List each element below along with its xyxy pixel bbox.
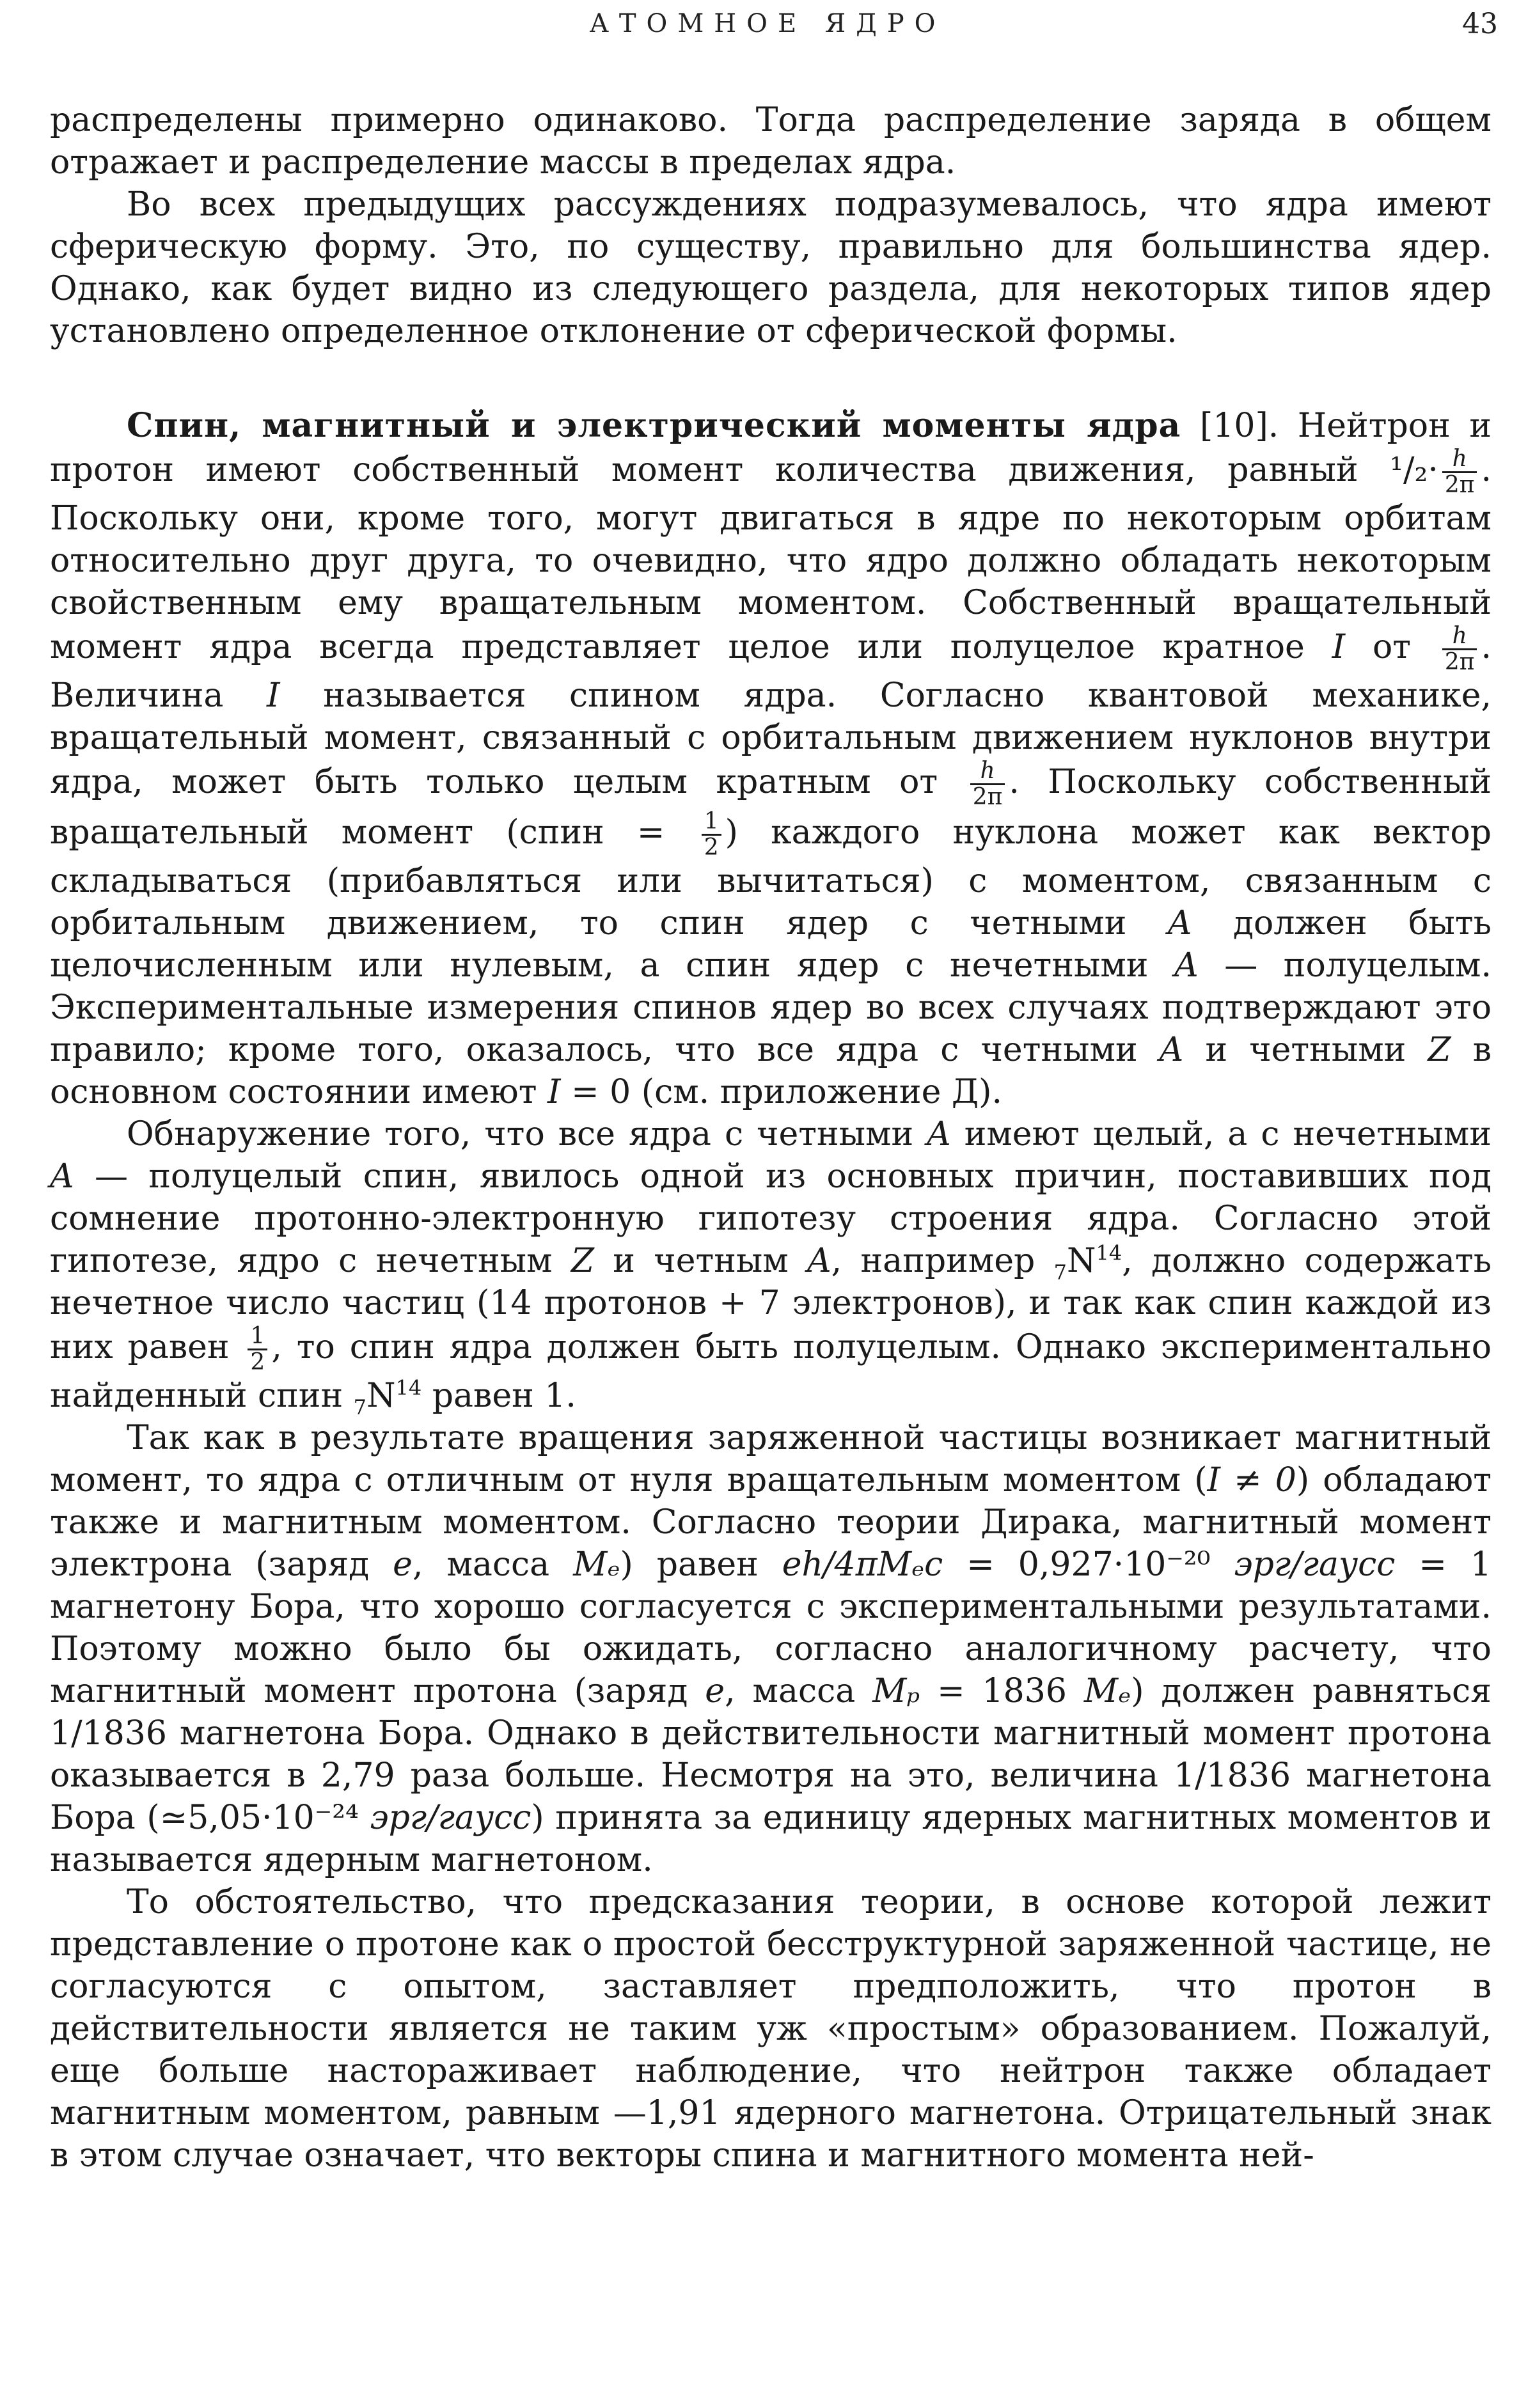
- text-run: в основном состоянии имеют: [50, 1031, 1492, 1111]
- symbol-A: A: [1159, 1031, 1184, 1069]
- fraction-denominator: 2π: [972, 784, 1003, 810]
- one-half-fraction: [702, 809, 721, 860]
- fraction-numerator: 1: [248, 1324, 267, 1350]
- text-run: . Поскольку собственный вращательный момент (спин =: [50, 763, 1492, 852]
- paragraph-proton-electron: [50, 1113, 1492, 1417]
- fraction-denominator: 2π: [1444, 472, 1475, 498]
- unit-erg-per-gauss: эрг/гаусс: [370, 1799, 531, 1837]
- nuclide-symbol: N: [366, 1377, 396, 1415]
- text-run: , масса: [725, 1672, 873, 1710]
- fraction-denominator: 2: [704, 834, 719, 861]
- symbol-A: A: [50, 1157, 74, 1196]
- text-run: , масса: [412, 1545, 574, 1584]
- symbol-Me: Mₑ: [573, 1545, 620, 1584]
- fraction-numerator: h: [1442, 447, 1477, 473]
- symbol-I: I: [547, 1073, 561, 1111]
- text-run: и четными: [1183, 1031, 1428, 1069]
- bohr-magneton-formula: eh/4πMₑc: [782, 1545, 943, 1584]
- text-run: ) равен: [620, 1545, 782, 1584]
- nuclide-symbol: N: [1066, 1242, 1096, 1280]
- text-run: . Величина: [50, 628, 1492, 715]
- half-symbol: ¹/₂·: [1390, 451, 1438, 489]
- body-text: [50, 99, 1492, 2177]
- running-head: АТОМНОЕ ЯДРО: [589, 9, 946, 38]
- nuclide-mass-number: 14: [395, 1375, 422, 1400]
- text-run: , должно содержать нечетное число частиц (14 протонов + 7 электронов), и так как спин каждой из них равен: [50, 1242, 1492, 1366]
- symbol-A: A: [927, 1115, 951, 1153]
- symbol-A: A: [1174, 946, 1199, 985]
- nuclide-atomic-number: 7: [1053, 1260, 1067, 1285]
- fraction-denominator: 2π: [1444, 649, 1475, 675]
- text-run: ) обладают также и магнитным моментом. Согласно теории Дирака, магнитный момент электрона (заряд: [50, 1461, 1492, 1584]
- symbol-Z: Z: [1428, 1031, 1451, 1069]
- h-over-2pi-fraction: [1442, 624, 1477, 675]
- symbol-e: e: [393, 1545, 413, 1584]
- nuclide-mass-number: 14: [1096, 1240, 1122, 1265]
- fraction-numerator: 1: [702, 809, 721, 836]
- text-run: = 1 магнетону Бора, что хорошо согласуется с экспериментальными результатами. Поэтому можно было бы ожидать, согласно аналогичному расчету, что магнитный момент протона (заряд: [50, 1545, 1492, 1710]
- text-run: = 0,927·10⁻²⁰: [943, 1545, 1234, 1584]
- text-run: , например: [831, 1242, 1054, 1280]
- paragraph-2: Во всех предыдущих рассуждениях подразумевалось, что ядра имеют сферическую форму. Это, по существу, правильно для большинства ядер. Однако, как будет видно из следующего раздела, для некоторых типов ядер установлено определенное отклонение от сферической формы.: [50, 185, 1492, 350]
- text-run: Нейтрон и протон имеют собственный момент количества движения, равный: [50, 407, 1492, 489]
- paragraph-last: То обстоятельство, что предсказания теории, в основе которой лежит представление о протоне как о простой бесструктурной заряженной частице, не согласуются с опытом, заставляет предположить, что протон в действительности является не таким уж «простым» образованием. Пожалуй, еще больше настораживает наблюдение, что нейтрон также обладает магнитным моментом, равным —1,91 ядерного магнетона. Отрицательный знак в этом случае означает, что векторы спина и магнитного момента ней-: [50, 1883, 1492, 2175]
- section-spin-paragraph: [50, 405, 1492, 1113]
- fraction-numerator: h: [1442, 624, 1477, 650]
- text-run: от: [1345, 628, 1438, 666]
- page-number: 43: [1462, 8, 1498, 40]
- nuclide-atomic-number: 7: [353, 1395, 366, 1419]
- symbol-I: I: [267, 676, 280, 715]
- text-run: называется спином ядра. Согласно квантовой механике, вращательный момент, связанный с орбитальным движением нуклонов внутри ядра, может быть только целым кратным от: [50, 676, 1492, 801]
- paragraph-magnetic-moment: [50, 1417, 1492, 1881]
- text-run: равен 1.: [421, 1377, 576, 1415]
- text-run: — полуцелый спин, явилось одной из основных причин, поставивших под сомнение протонно-электронную гипотезу строения ядра. Согласно этой гипотезе, ядро с нечетным: [50, 1157, 1492, 1280]
- text-run: должен быть целочисленным или нулевым, а спин ядер с нечетными: [50, 904, 1492, 985]
- text-run: , то спин ядра должен быть полуцелым. Однако экспериментально найденный спин: [50, 1328, 1492, 1415]
- text-run: = 1836: [920, 1672, 1084, 1710]
- h-over-2pi-fraction: [1442, 447, 1477, 497]
- text-run: . Поскольку они, кроме того, могут двигаться в ядре по некоторым орбитам относительно друг друга, то очевидно, что ядро должно обладать некоторым свойственным ему вращательным моментом. Собственный вращательный момент ядра всегда представляет целое или полуцелое кратное: [50, 451, 1492, 666]
- symbol-A: A: [1167, 904, 1192, 942]
- section-reference: [10].: [1200, 407, 1279, 445]
- condition-I-nonzero: I ≠ 0: [1207, 1461, 1296, 1499]
- text-run: ) должен равняться 1/1836 магнетона Бора. Однако в действительности магнитный момент протона оказывается в 2,79 раза больше. Несмотря на это, величина 1/1836 магнетона Бора (≃5,05·10⁻²⁴: [50, 1672, 1492, 1837]
- section-title: Спин, магнитный и электрический моменты ядра: [127, 406, 1181, 445]
- symbol-A: A: [807, 1242, 831, 1280]
- symbol-e: e: [705, 1672, 725, 1710]
- text-run: Обнаружение того, что все ядра с четными: [127, 1115, 927, 1153]
- symbol-Me: Mₑ: [1083, 1672, 1131, 1710]
- text-run: ) принята за единицу ядерных магнитных моментов и называется ядерным магнетоном.: [50, 1799, 1492, 1879]
- fraction-denominator: 2: [250, 1349, 265, 1375]
- symbol-Mp: Mₚ: [872, 1672, 920, 1710]
- h-over-2pi-fraction: [970, 759, 1005, 809]
- symbol-Z: Z: [571, 1242, 594, 1280]
- text-run: = 0 (см. приложение Д).: [560, 1073, 1002, 1111]
- unit-erg-per-gauss: эрг/гаусс: [1234, 1545, 1396, 1584]
- text-run: имеют целый, а с нечетными: [950, 1115, 1492, 1153]
- text-run: Так как в результате вращения заряженной частицы возникает магнитный момент, то ядра с отличным от нуля вращательным моментом (: [50, 1419, 1492, 1499]
- one-half-fraction: [248, 1324, 267, 1375]
- text-run: ) каждого нуклона может как вектор складываться (прибавляться или вычитаться) с моментом, связанным с орбитальным движением, то спин ядер с четными: [50, 813, 1492, 942]
- fraction-numerator: h: [970, 759, 1005, 785]
- text-run: и четным: [594, 1242, 808, 1280]
- paragraph-1: распределены примерно одинаково. Тогда распределение заряда в общем отражает и распределение массы в пределах ядра.: [50, 101, 1492, 182]
- symbol-I: I: [1332, 628, 1346, 666]
- text-run: — полуцелым. Экспериментальные измерения спинов ядер во всех случаях подтверждают это правило; кроме того, оказалось, что все ядра с четными: [50, 946, 1492, 1069]
